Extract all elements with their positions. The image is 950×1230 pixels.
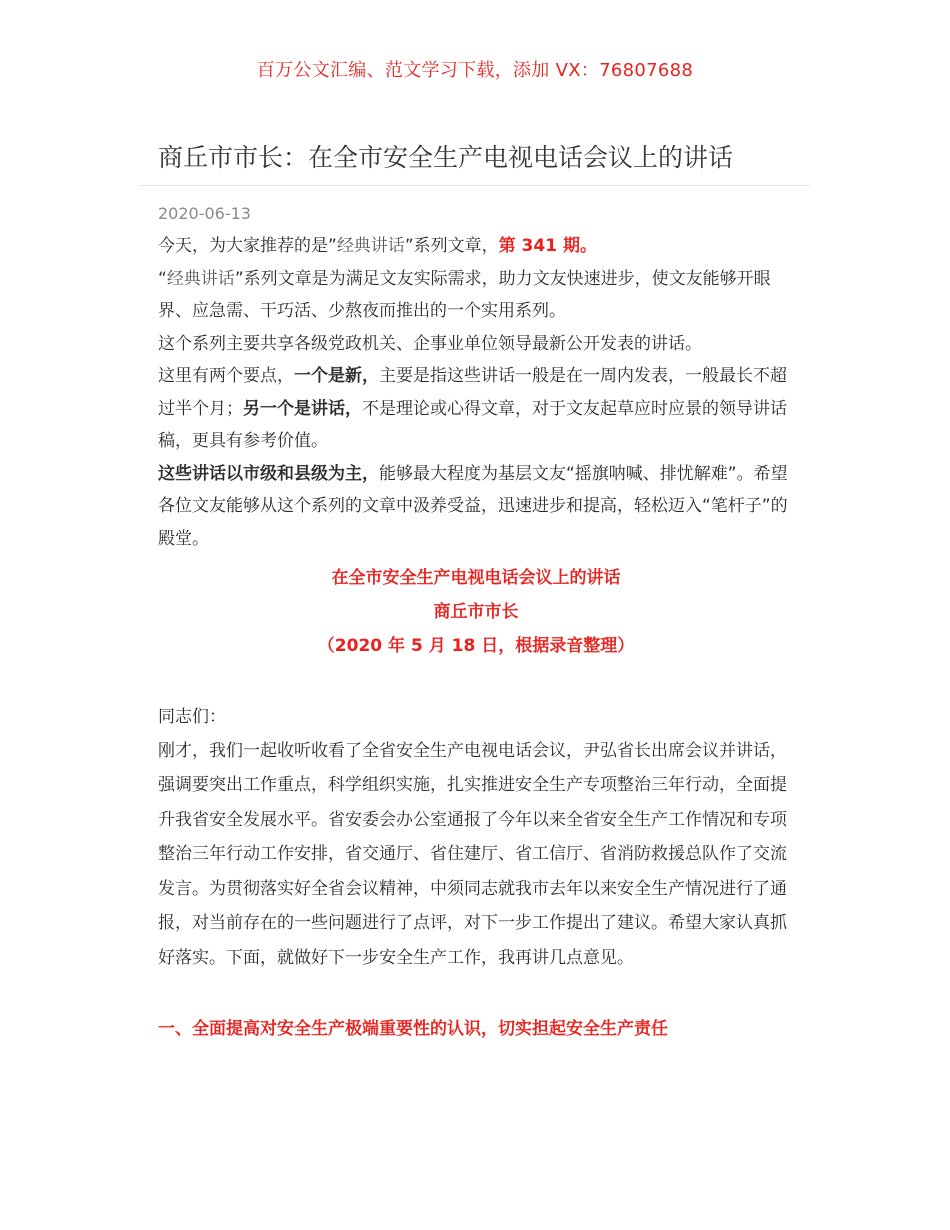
intro-text: ”系列文章是为满足文友实际需求，助力文友快速进步，使文友能够开眼界、应急需、干巧活、少熬夜而推出的一个实用系列。 <box>158 268 771 321</box>
intro-paragraph-5 <box>158 458 794 556</box>
intro-paragraph-3: 这个系列主要共享各级党政机关、企事业单位领导最新公开发表的讲话。 <box>158 333 702 354</box>
speech-speaker: 商丘市市长 <box>433 602 519 622</box>
key-point-3: 这些讲话以市级和县级为主， <box>158 463 379 484</box>
article-body <box>158 230 794 1046</box>
intro-text: 不是理论或心得文章，对于文友起草应时应景的领导讲话稿，更具有参考价值。 <box>158 398 787 451</box>
intro-text: 今天，为大家推荐的是” <box>158 236 337 256</box>
speech-note: （2020 年 5 月 18 日，根据录音整理） <box>317 636 635 656</box>
series-name: 经典讲话 <box>166 268 235 289</box>
series-name: 经典讲话 <box>336 236 405 256</box>
page-title: 商丘市市长：在全市安全生产电视电话会议上的讲话 <box>158 143 734 172</box>
intro-text: 这里有两个要点， <box>158 366 294 386</box>
title-divider <box>140 185 810 186</box>
intro-text: 能够最大程度为基层文友“摇旗呐喊、排忧解难”。希望各位文友能够从这个系列的文章中汲养受益，迅速进步和提高，轻松迈入“笔杆子”的殿堂。 <box>158 463 788 549</box>
key-point-2: 另一个是讲话， <box>243 398 362 419</box>
section-heading-1: 一、全面提高对安全生产极端重要性的认识，切实担起安全生产责任 <box>158 1019 668 1039</box>
intro-text: 主要是指这些讲话一般是在一周内发表，一般最长不超过半个月； <box>158 366 787 419</box>
promo-banner: 百万公文汇编、范文学习下载，添加 VX：76807688 <box>256 60 694 81</box>
intro-paragraph-1 <box>158 230 794 263</box>
intro-paragraph-2 <box>158 263 794 328</box>
speech-heading: 在全市安全生产电视电话会议上的讲话 <box>331 568 621 588</box>
publish-date: 2020-06-13 <box>158 204 251 223</box>
intro-text: “ <box>158 268 167 289</box>
intro-paragraph-4 <box>158 360 794 458</box>
speech-body: 刚才，我们一起收听收看了全省安全生产电视电话会议，尹弘省长出席会议并讲话，强调要突出工作重点，科学组织实施，扎实推进安全生产专项整治三年行动，全面提升我省安全发展水平。省安委会办公室通报了今年以来全省安全生产工作情况和专项整治三年行动工作安排，省交通厅、省住建厅、省工信厅、省消防救援总队作了交流发言。为贯彻落实好全省会议精神，中须同志就我市去年以来安全生产情况进行了通报，对当前存在的一些问题进行了点评，对下一步工作提出了建议。希望大家认真抓好落实。下面，就做好下一步安全生产工作，我再讲几点意见。 <box>158 740 787 968</box>
intro-text: ”系列文章， <box>404 236 499 256</box>
speech-salutation: 同志们： <box>158 707 226 727</box>
key-point-1: 一个是新， <box>294 366 379 386</box>
issue-number: 第 341 期。 <box>498 236 597 256</box>
